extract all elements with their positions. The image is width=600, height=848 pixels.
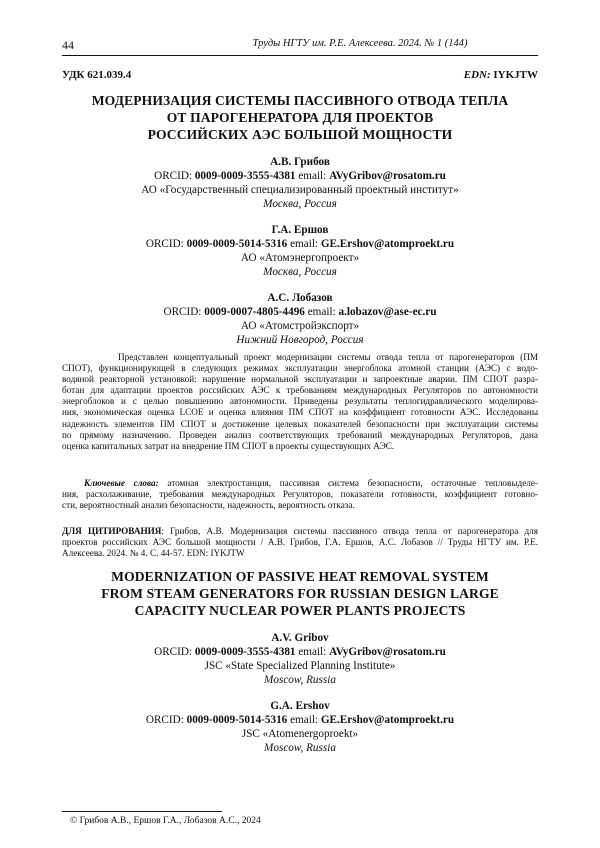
orcid-label: ORCID: <box>163 306 202 318</box>
abstract-line: по прямому назначению. Проведен анализ соответствующих требований международных Регуляторов, дана <box>62 429 538 440</box>
author-organization: АО «Государственный специализированный проектный институт» <box>141 184 459 196</box>
keywords <box>62 478 538 511</box>
citation-line: Алексеева. 2024. № 4. С. 44-57. EDN: IYKJTW <box>62 548 245 559</box>
title-russian <box>62 92 538 143</box>
orcid-label: ORCID: <box>145 238 184 250</box>
keywords-label: Ключевые слова: <box>84 478 159 488</box>
page-number: 44 <box>62 38 74 52</box>
title-line: MODERNIZATION OF PASSIVE HEAT REMOVAL SYSTEM <box>111 569 489 584</box>
orcid-label: ORCID: <box>145 714 184 726</box>
author-ids <box>62 713 538 727</box>
author-block <box>62 291 538 347</box>
author-city: Moscow, Russia <box>264 742 336 754</box>
title-line: РОССИЙСКИХ АЭС БОЛЬШОЙ МОЩНОСТИ <box>147 127 453 142</box>
author-ids <box>62 645 538 659</box>
author-city: Нижний Новгород, Россия <box>236 334 364 346</box>
author-block <box>62 155 538 211</box>
author-organization: JSC «State Specialized Planning Institute» <box>204 660 396 672</box>
abstract-line: энергоблоков и с целью повышению автономности. Приведены результаты теплогидравлического моделирова- <box>62 396 538 407</box>
author-name: G.A. Ershov <box>270 700 330 712</box>
title-line: ОТ ПАРОГЕНЕРАТОРА ДЛЯ ПРОЕКТОВ <box>166 110 434 125</box>
author-email: AVyGribov@rosatom.ru <box>329 646 446 658</box>
author-block <box>62 223 538 279</box>
email-label: email: <box>290 238 319 250</box>
abstract-line: надежность элементов ПМ СПОТ и достижение целевых показателей безопасности при эксплуатации системы <box>62 418 538 429</box>
udk-code: УДК 621.039.4 <box>62 69 132 81</box>
abstract-line: Представлен концептуальный проект модернизации системы отвода тепла от парогенераторов (ПМ <box>118 352 538 362</box>
email-label: email: <box>290 714 319 726</box>
author-name: А.В. Грибов <box>270 156 330 168</box>
abstract <box>62 352 538 452</box>
author-name: А.С. Лобазов <box>267 292 333 304</box>
footnote-rule <box>62 811 222 812</box>
title-english <box>62 568 538 619</box>
abstract-line: ботан для адаптации проектов российских АЭС к требованиям международных Регуляторов по автономности <box>62 385 538 396</box>
orcid-id: 0009-0009-5014-5316 <box>186 238 288 250</box>
orcid-id: 0009-0007-4805-4496 <box>204 306 305 318</box>
citation-line <box>62 526 538 537</box>
author-organization: АО «Атомэнергопроект» <box>240 252 360 264</box>
journal-citation: Труды НГТУ им. Р.Е. Алексеева. 2024. № 1 (144) <box>252 38 468 49</box>
abstract-line: ния, экономическая оценка LCOE и оценка влияния ПМ СПОТ на коэффициент готовности АЭС. Исследованы <box>62 407 538 418</box>
author-city: Moscow, Russia <box>264 674 336 686</box>
author-email: a.lobazov@ase-ec.ru <box>338 306 437 318</box>
abstract-line: водяной реакторной установкой: нарушение нормальной эксплуатации и запроектные аварии. ПМ СПОТ разра- <box>62 374 538 385</box>
author-city: Москва, Россия <box>263 198 337 210</box>
orcid-id: 0009-0009-3555-4381 <box>194 170 296 182</box>
keywords-line: ния, расхолаживание, требования международных Регуляторов, показатели готовности, коэффициент готовно- <box>62 489 538 500</box>
header-rule <box>62 55 538 56</box>
edn-value: IYKJTW <box>493 69 538 81</box>
orcid-label: ORCID: <box>154 646 193 658</box>
author-organization: АО «Атомстройэкспорт» <box>240 320 360 332</box>
copyright-footnote: © Грибов А.В., Ершов Г.А., Лобазов А.С., 2024 <box>70 816 261 826</box>
abstract-line: СПОТ), функционирующей в следующих режимах эксплуатации энергоблока атомной станции (АЭС) с водо- <box>62 363 538 374</box>
email-label: email: <box>307 306 336 318</box>
citation-line: проектов российских АЭС большой мощности / А.В. Грибов, Г.А. Ершов, А.С. Лобазов // Труды НГТУ им. Р.Е. <box>62 537 538 548</box>
keywords-line: сти, вероятностный анализ безопасности, надежность, вероятность отказа. <box>62 500 355 511</box>
title-line: CAPACITY NUCLEAR POWER PLANTS PROJECTS <box>134 603 466 618</box>
citation-text: : Грибов, А.В. Модернизация системы пассивного отвода тепла от парогенератора для <box>161 526 538 536</box>
author-email: AVyGribov@rosatom.ru <box>329 170 446 182</box>
author-name: Г.А. Ершов <box>271 224 329 236</box>
orcid-id: 0009-0009-5014-5316 <box>186 714 288 726</box>
title-line: МОДЕРНИЗАЦИЯ СИСТЕМЫ ПАССИВНОГО ОТВОДА ТЕПЛА <box>91 93 509 108</box>
keywords-line <box>62 478 538 489</box>
citation-label: ДЛЯ ЦИТИРОВАНИЯ <box>62 526 162 536</box>
edn-code <box>464 69 538 81</box>
author-block <box>62 631 538 687</box>
author-organization: JSC «Atomenergoproekt» <box>241 728 359 740</box>
email-label: email: <box>298 646 327 658</box>
author-ids <box>62 169 538 183</box>
title-line: FROM STEAM GENERATORS FOR RUSSIAN DESIGN LARGE <box>101 586 499 601</box>
citation <box>62 526 538 559</box>
abstract-line: оценка капитальных затрат на внедрение ПМ СПОТ в проекты существующих АЭС. <box>62 440 395 451</box>
edn-label: EDN: <box>463 69 491 81</box>
author-ids <box>62 237 538 251</box>
author-email: GE.Ershov@atomproekt.ru <box>320 238 455 250</box>
orcid-id: 0009-0009-3555-4381 <box>194 646 296 658</box>
author-email: GE.Ershov@atomproekt.ru <box>320 714 455 726</box>
author-city: Москва, Россия <box>263 266 337 278</box>
email-label: email: <box>298 170 327 182</box>
author-block <box>62 699 538 755</box>
orcid-label: ORCID: <box>154 170 193 182</box>
author-name: A.V. Gribov <box>271 632 329 644</box>
author-ids <box>62 305 538 319</box>
keywords-text: атомная электростанция, пассивная система безопасности, остаточные тепловыделе- <box>158 478 538 488</box>
